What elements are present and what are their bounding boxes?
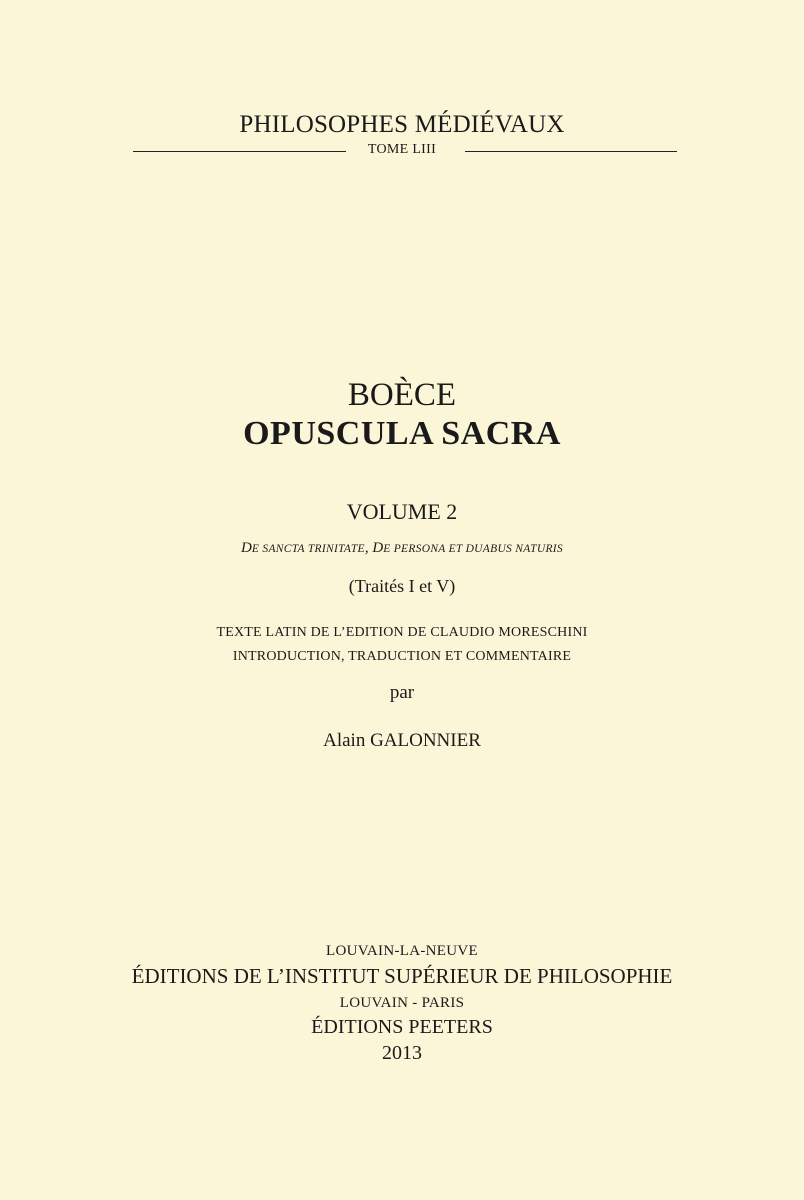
series-tome: TOME LIII	[367, 142, 437, 157]
imprint-place-2: LOUVAIN - PARIS	[339, 995, 465, 1011]
credit-line-translation: INTRODUCTION, TRADUCTION ET COMMENTAIRE	[232, 649, 572, 664]
volume-label: VOLUME 2	[346, 499, 458, 524]
subtitle-part2-initial: D	[372, 540, 384, 556]
author-name: BOÈCE	[347, 377, 457, 413]
book-subtitle	[0, 540, 804, 557]
subtitle-part2-rest: E PERSONA ET DUABUS NATURIS	[383, 543, 563, 555]
treatises-note: (Traités I et V)	[348, 576, 456, 596]
publication-year: 2013	[382, 1042, 422, 1064]
book-title: OPUSCULA SACRA	[243, 415, 561, 452]
imprint-place-1: LOUVAIN-LA-NEUVE	[326, 943, 478, 959]
subtitle-separator: ,	[364, 540, 373, 556]
imprint-publisher-2: ÉDITIONS PEETERS	[311, 1016, 493, 1038]
by-label: par	[389, 682, 415, 703]
subtitle-part1-initial: D	[241, 540, 252, 556]
subtitle-part1-rest: E SANCTA TRINITATE	[251, 543, 365, 555]
credit-line-edition: TEXTE LATIN DE L’EDITION DE CLAUDIO MORESCHINI	[216, 625, 588, 640]
translator-name: Alain GALONNIER	[323, 730, 481, 751]
imprint-publisher-1: ÉDITIONS DE L’INSTITUT SUPÉRIEUR DE PHILOSOPHIE	[131, 964, 673, 988]
series-title: PHILOSOPHES MÉDIÉVAUX	[239, 111, 565, 138]
series-rule-right	[465, 151, 677, 152]
